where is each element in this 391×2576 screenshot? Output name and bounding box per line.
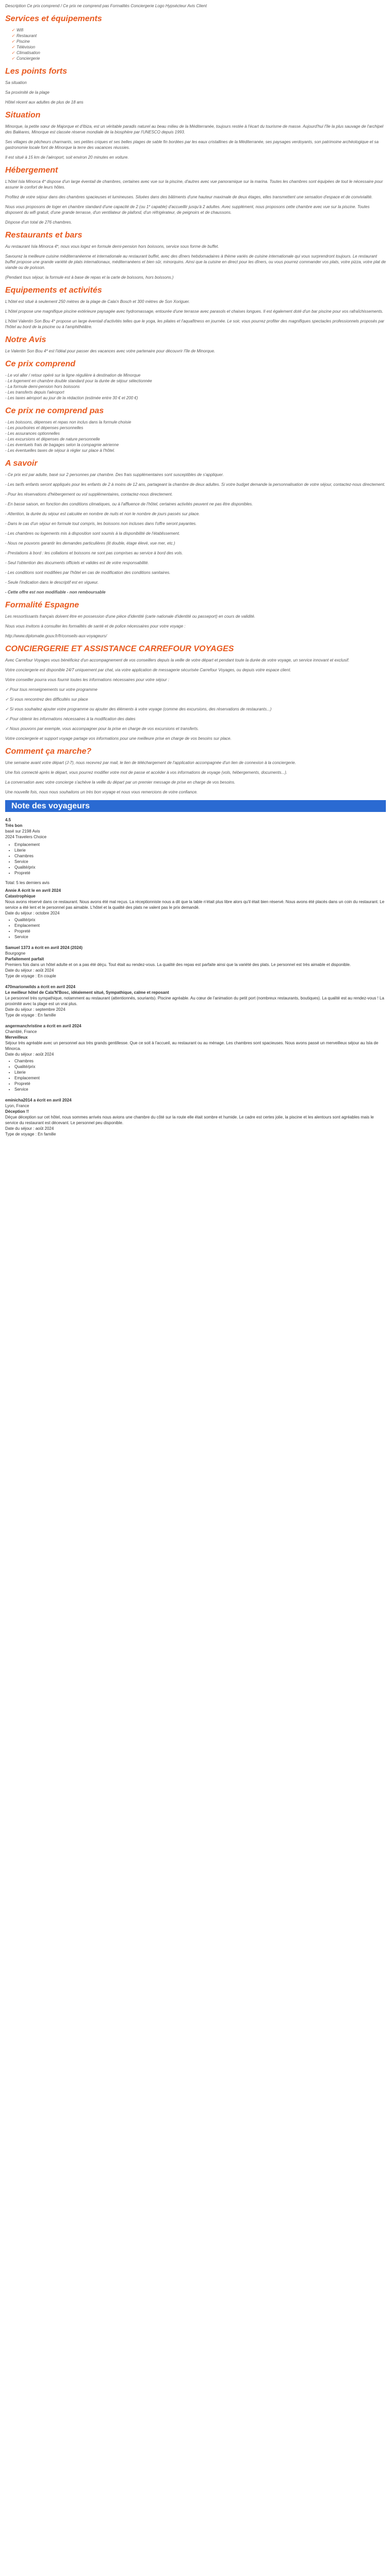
prix-comprend-line: - Le vol aller / retour opéré sur la ligne régulière à destination de Minorque bbox=[5, 373, 141, 378]
a-savoir-line: - Nous ne pouvons garantir les demandes particulières (lit double, étage élevé, vue mer, etc.) bbox=[5, 541, 175, 546]
conciergerie-paragraph: Votre conciergerie et support voyage partage vos informations pour une meilleure prise en charge de vos besoins sur place. bbox=[5, 736, 232, 741]
review-criteria-item: • Literie bbox=[14, 1070, 386, 1075]
notre-avis-paragraph: Le Valentin Son Bou 4* est l'idéal pour passer des vacances avec votre partenaire pour découvrir l'île de Minorque. bbox=[5, 349, 215, 353]
review-criteria-item: • Propreté bbox=[14, 1081, 386, 1087]
service-item: ✓ Climatisation bbox=[11, 50, 386, 56]
review-criteria-item: • Emplacement bbox=[14, 923, 386, 928]
tab-links-line[interactable]: Description Ce prix comprend / Ce prix ne comprend pas Formalités Conciergerie Logo Hypsécteur Avis Client bbox=[5, 4, 207, 8]
review-date: Date du séjour : septembre 2024 bbox=[5, 1007, 66, 1012]
review-date: Date du séjour : août 2024 bbox=[5, 1126, 54, 1131]
review-criteria bbox=[14, 1058, 386, 1092]
prix-ne-comprend-list bbox=[5, 419, 386, 453]
prix-comprend-line: - Les transferts depuis l'aéroport bbox=[5, 390, 64, 395]
conciergerie-paragraph: Votre conciergerie est disponible 24/7 uniquement par chat, via votre application de messagerie sécurisée Carrefour Voyages, ou depuis votre espace client. bbox=[5, 668, 291, 672]
prix-comprend-title: Ce prix comprend bbox=[5, 360, 76, 368]
ratings-score: 4.5 bbox=[5, 818, 11, 822]
equipements-paragraph: L'hôtel Valentin Son Bou 4* propose un large éventail d'activités telles que le yoga, les pilates et l'aquafitness en journée. Le soir, vous pourrez profiter des magnifiques spectacles professionnels proposés par l'hôtel au bord de la piscine ou à l'amphithéâtre. bbox=[5, 319, 384, 329]
hebergement-paragraph: Dispose d'un total de 276 chambres. bbox=[5, 220, 72, 225]
review-date: Date du séjour : août 2024 bbox=[5, 968, 54, 973]
conciergerie-item: ✓ Si vous souhaitez ajouter votre programme ou ajouter des éléments à votre voyage (comme des excursions, des réservations de restaurants...) bbox=[5, 707, 272, 711]
a-savoir-line: - Pour les réservations d'hébergement ou vol supplémentaires, contactez-nous directement. bbox=[5, 492, 173, 497]
prix-comprend-line: - Le logement en chambre double standard pour la durée de séjour sélectionnée bbox=[5, 379, 152, 383]
points-forts-title: Les points forts bbox=[5, 67, 68, 76]
hebergement-title: Hébergement bbox=[5, 166, 58, 175]
services-list bbox=[5, 27, 386, 61]
formalites-title: Formalité Espagne bbox=[5, 601, 79, 609]
conciergerie-title: CONCIERGERIE ET ASSISTANCE CARREFOUR VOYAGES bbox=[5, 645, 234, 653]
review-type: Type de voyage : En couple bbox=[5, 974, 56, 978]
a-savoir-line: - Les conditions sont modifiées par l'hôtel en cas de modification des conditions sanitaires. bbox=[5, 570, 171, 575]
situation-paragraph: Ses villages de pêcheurs charmants, ses petites criques et ses belles plages de sable fin bordées par les eaux cristallines de la Méditerranée, ses paysages verdoyants, son patrimoine archéologique et sa gastronomie locale font de Minorque la terre des vacances réussies. bbox=[5, 140, 379, 150]
restaurants-paragraph: (Pendant tous séjour, la formule est à base de repas et la carte de boissons, hors boissons.) bbox=[5, 275, 174, 280]
review-title: Catastrophique bbox=[5, 894, 36, 899]
equipements-paragraph: L'hôtel est situé à seulement 250 mètres de la plage de Cala'n Bosch et 300 mètres de Son Xoriguer. bbox=[5, 299, 190, 304]
review-text: Séjour très agréable avec un personnel aux très grands gentillesse. Que ce soit à l'accueil, au restaurant ou au ménage. Les chambres sont spacieuses. Nous avons passé un merveilleux séjour au Isla de Minorca. bbox=[5, 1041, 379, 1051]
review-location: Chamblé, France bbox=[5, 1029, 37, 1034]
review-title: Merveilleux bbox=[5, 1035, 28, 1040]
ratings-criteria bbox=[14, 842, 386, 876]
review-location: Lyon, France bbox=[5, 1104, 29, 1108]
equipements-title: Equipements et activités bbox=[5, 286, 102, 295]
review-text: Premiers fois dans un hôtel adulte et on a pas été déçu. Tout était au rendez-vous. La qualité des repas est parfaite ainsi que la variété des plats. Le personnel est très aimable et disponible. bbox=[5, 962, 351, 967]
review-type: Type de voyage : En famille bbox=[5, 1013, 56, 1018]
ratings-score-label: Très bon bbox=[5, 823, 23, 828]
formalites-paragraph: Nous vous invitons à consulter les formalités de santé et de police nécessaires pour votre voyage : bbox=[5, 624, 186, 629]
hebergement-paragraph: L'hôtel Isla Minorca 4* dispose d'un large éventail de chambres, certaines avec vue sur la piscine, d'autres avec vue panoramique sur la marina. Toutes les chambres sont équipées de tout le nécessaire pour assurer le confort de leurs hôtes. bbox=[5, 179, 383, 190]
review-text: Le personnel très sympathique, notamment au restaurant (attentionnés, souriants). Piscine agréable. Au cœur de l'animation du petit port (nombreux restaurants, boutiques). La qualité est au rendez-vous ! La proximité avec la plage est un vrai plus. bbox=[5, 996, 384, 1006]
restaurants-paragraph: Au restaurant Isla Minorca 4*, nous vous logez en formule demi-pension hors boissons, service sous forme de buffet. bbox=[5, 244, 219, 249]
a-savoir-footer: - Cette offre est non modifiable - non remboursable bbox=[5, 590, 106, 595]
review-author: angermanchristine a écrit en avril 2024 bbox=[5, 1024, 82, 1028]
review-author: Annie A écrit le en avril 2024 bbox=[5, 888, 61, 893]
review-date: Date du séjour : août 2024 bbox=[5, 1052, 54, 1057]
point-fort-line: Sa proximité de la plage bbox=[5, 90, 50, 95]
formalites-paragraph: Les ressortissants français doivent être en possession d'une pièce d'identité (carte nationale d'identité ou passeport) en cours de validité. bbox=[5, 614, 255, 619]
review-text: Déçue déception sur cet hôtel, nous sommes arrivés nous avions une chambre du côté sur la route elle était sombre et humide. Le cadre est certes jolie, la piscine et les alentours sont agréables mais le service du restaurant est décevant. Le personnel peu disponible. bbox=[5, 1115, 374, 1125]
prix-ne-comprend-line: - Les excursions et dépenses de nature personnelle bbox=[5, 437, 100, 442]
notre-avis-title: Notre Avis bbox=[5, 335, 46, 344]
review-type: Type de voyage : En famille bbox=[5, 1132, 56, 1137]
restaurants-title: Restaurants et bars bbox=[5, 231, 83, 240]
reviews-sort-label[interactable]: Total: 5 les derniers avis bbox=[5, 880, 50, 885]
service-item: ✓ Conciergerie bbox=[11, 56, 386, 61]
criteria-item: • Emplacement bbox=[14, 842, 386, 848]
criteria-item: • Qualité/prix bbox=[14, 865, 386, 870]
review-criteria-item: • Qualité/prix bbox=[14, 917, 386, 923]
a-savoir-title: A savoir bbox=[5, 459, 38, 468]
review-author: Samuel 1373 a écrit en avril 2024 (2024) bbox=[5, 945, 83, 950]
review-criteria-item: • Qualité/prix bbox=[14, 1064, 386, 1070]
review-title: Le meilleur hôtel de Cala'N'Bosc, idéalement situé, Sympathique, calme et reposant bbox=[5, 990, 169, 995]
review-item bbox=[5, 888, 386, 940]
review-location: Bourgogne bbox=[5, 951, 26, 956]
review-criteria bbox=[14, 917, 386, 940]
content bbox=[0, 0, 391, 1145]
service-item: ✓ Restaurant bbox=[11, 33, 386, 39]
a-savoir-line: - En basse saison, en fonction des conditions climatiques, ou à l'affluence de l'hôtel, certaines activités peuvent ne pas être disponibles. bbox=[5, 502, 253, 506]
prix-ne-comprend-line: - Les boissons, dépenses et repas non inclus dans la formule choisie bbox=[5, 420, 132, 425]
service-item: ✓ Wifi bbox=[11, 27, 386, 33]
conciergerie-item: ✓ Pour tous renseignements sur votre programme bbox=[5, 687, 97, 692]
situation-paragraph: Minorque, la petite sœur de Majorque et d'Ibiza, est un véritable paradis naturel au beau milieu de la Méditerranée, toujours restée à l'écart du tourisme de masse. Aujourd'hui l'île la plus sauvage de l'archipel des Baléares, Minorque est classée réserve mondiale de la biosphère par l'UNESCO depuis 1993. bbox=[5, 124, 384, 134]
a-savoir-line: - Attention, la durée du séjour est calculée en nombre de nuits et non le nombre de jours passés sur place. bbox=[5, 512, 200, 516]
criteria-item: • Propreté bbox=[14, 870, 386, 876]
prix-ne-comprend-line: - Les éventuelles taxes de séjour à régler sur place à l'hôtel. bbox=[5, 448, 115, 453]
services-title: Services et équipements bbox=[5, 14, 102, 23]
criteria-item: • Chambres bbox=[14, 853, 386, 859]
comment-paragraph: Une semaine avant votre départ (J-7), nous recevrez par mail, le lien de téléchargement de l'application accompagnée d'un lien de connexion à la conciergerie. bbox=[5, 760, 296, 765]
review-item bbox=[5, 945, 386, 979]
prix-comprend-line: - Les taxes aéroport au jour de la rédaction (estimée entre 30 € et 200 €) bbox=[5, 396, 138, 400]
restaurants-paragraph: Savourez la meilleure cuisine méditerranéenne et internationale au restaurant buffet, avec des dîners hebdomadaires à thème variés de cuisine internationale qui vous surprendront toujours. Le restaurant buffet propose une grande variété de plats internationaux, méditerranéens et bien sûr, minorquins. Ainsi que la cuisine en direct pour les dîners, ou vous pourrez commander vos plats, votre pizza, votre plat de viande ou de poisson. bbox=[5, 254, 386, 270]
a-savoir-line: - Prestations à bord : les collations et boissons ne sont pas comprises au service à bord des vols. bbox=[5, 551, 183, 555]
equipements-paragraph: L'hôtel propose une magnifique piscine extérieure paysagée avec hydromassage, entourée d'une terrasse avec parasols et chaises longues. Il est également doté d'un bar piscine pour vos rafraîchissements. bbox=[5, 309, 384, 314]
review-criteria-item: • Service bbox=[14, 1087, 386, 1092]
review-text: Nous avons réservé dans ce restaurant. Nous avons été mal reçus. La réceptionniste nous a dit que la table n'était plus libre alors qu'il était bien réservé. Nous avons été placés dans un coin du restaurant. Le service a été lent et le personnel pas aimable. L'hôtel et la qualité des plats ne valent pas le prix demandé. bbox=[5, 900, 385, 910]
diplomatie-link[interactable]: http://www.diplomatie.gouv.fr/fr/conseils-aux-voyageurs/ bbox=[5, 634, 107, 638]
review-item bbox=[5, 1097, 386, 1137]
a-savoir-list bbox=[5, 472, 386, 595]
ratings-award: 2024 Travelers Choice bbox=[5, 835, 47, 839]
ratings-summary bbox=[5, 817, 386, 886]
prix-ne-comprend-title: Ce prix ne comprend pas bbox=[5, 406, 104, 415]
prix-comprend-list bbox=[5, 372, 386, 401]
review-criteria-item: • Service bbox=[14, 934, 386, 940]
a-savoir-line: - Seule l'indication dans le descriptif est en vigueur. bbox=[5, 580, 99, 585]
conciergerie-paragraph: Votre conseiller pourra vous fournir toutes les informations nécessaires pour votre séjour : bbox=[5, 677, 170, 682]
comment-paragraph: La conversation avec votre concierge s'achève la veille du départ par un premier message de prise en charge de vos besoins. bbox=[5, 780, 236, 785]
review-criteria-item: • Emplacement bbox=[14, 1075, 386, 1081]
conciergerie-item: ✓ Pour obtenir les informations nécessaires à la modification des dates bbox=[5, 717, 136, 721]
ratings-banner: Note des voyageurs bbox=[5, 800, 386, 812]
a-savoir-line: - Seul l'obtention des documents officiels et valides est de votre responsabilité. bbox=[5, 561, 149, 565]
review-title: Parfaitement parfait bbox=[5, 957, 44, 961]
situation-paragraph: Il est situé à 15 km de l'aéroport, soit environ 20 minutes en voiture. bbox=[5, 155, 129, 160]
ratings-count: basé sur 2198 Avis bbox=[5, 829, 40, 834]
a-savoir-line: - Ce prix est par adulte, basé sur 2 personnes par chambre. Des frais supplémentaires sont susceptibles de s'appliquer. bbox=[5, 472, 224, 477]
review-criteria-item: • Propreté bbox=[14, 928, 386, 934]
point-fort-line: Sa situation bbox=[5, 80, 27, 85]
prix-comprend-line: - La formule demi-pension hors boissons bbox=[5, 384, 80, 389]
conciergerie-item: ✓ Si vous rencontrez des difficultés sur place bbox=[5, 697, 88, 702]
comment-title: Comment ça marche? bbox=[5, 747, 92, 756]
a-savoir-line: - Les tarifs enfants seront appliqués pour les enfants de 2 à moins de 12 ans, partageant la chambre de deux adultes. Si votre budget demande la personnalisation de votre séjour, contactez-nous directement. bbox=[5, 482, 385, 487]
prix-ne-comprend-line: - Les assurances optionnelles bbox=[5, 431, 60, 436]
criteria-item: • Service bbox=[14, 859, 386, 865]
service-item: ✓ Télévision bbox=[11, 44, 386, 50]
a-savoir-line: - Dans le cas d'un séjour en formule tout compris, les boissons non incluses dans l'offre seront payantes. bbox=[5, 521, 197, 526]
review-item bbox=[5, 1023, 386, 1092]
comment-paragraph: Une fois connecté après le départ, vous pourrez modifier votre mot de passe et accéder à vos informations de voyage (vols, hébergements, documents...). bbox=[5, 770, 287, 775]
prix-ne-comprend-line: - Les pourboires et dépenses personnelles bbox=[5, 426, 84, 430]
review-author: eminicha2014 a écrit en avril 2024 bbox=[5, 1098, 72, 1103]
prix-ne-comprend-line: - Les éventuels frais de bagages selon la compagnie aérienne bbox=[5, 443, 119, 447]
conciergerie-item: ✓ Nous pouvons par exemple, vous accompagner pour la prise en charge de vos excursions et transferts. bbox=[5, 726, 199, 731]
service-item: ✓ Piscine bbox=[11, 39, 386, 44]
review-title: Déception !! bbox=[5, 1109, 29, 1114]
review-author: 470marionwilds a écrit en avril 2024 bbox=[5, 985, 76, 989]
conciergerie-paragraph: Avec Carrefour Voyages vous bénéficiez d'un accompagnement de vos conseillers depuis la veille de votre départ et pendant toute la durée de votre voyage, un service innovant et exclusif. bbox=[5, 658, 350, 663]
comment-paragraph: Une nouvelle fois, nous nous souhaitons un très bon voyage et nous vous remercions de votre confiance. bbox=[5, 790, 198, 794]
criteria-item: • Literie bbox=[14, 848, 386, 853]
a-savoir-line: - Les chambres ou logements mis à disposition sont soumis à la disponibilité de l'établissement. bbox=[5, 531, 181, 536]
hebergement-paragraph: Nous vous proposons de loger en chambre standard d'une capacité de 2 (ou 1* capable) d'accueillir jusqu'à 2 adultes. Avec supplément, nous proposons cette chambre avec vue sur la piscine. Toutes disposent du wifi gratuit, d'une grande terrasse, d'un ventilateur de plafond, d'un réfrigérateur, de peignoirs et de chaussons. bbox=[5, 205, 370, 215]
point-fort-line: Hôtel récent aux adultes de plus de 18 ans bbox=[5, 100, 84, 105]
situation-title: Situation bbox=[5, 111, 41, 120]
review-date: Date du séjour : octobre 2024 bbox=[5, 911, 60, 916]
review-item bbox=[5, 984, 386, 1018]
review-criteria-item: • Chambres bbox=[14, 1058, 386, 1064]
hebergement-paragraph: Profitez de votre séjour dans des chambres spacieuses et lumineuses. Situées dans des bâtiments d'une hauteur maximale de deux étages, elles transmettent une sensation d'espace et de convivialité. bbox=[5, 195, 373, 199]
